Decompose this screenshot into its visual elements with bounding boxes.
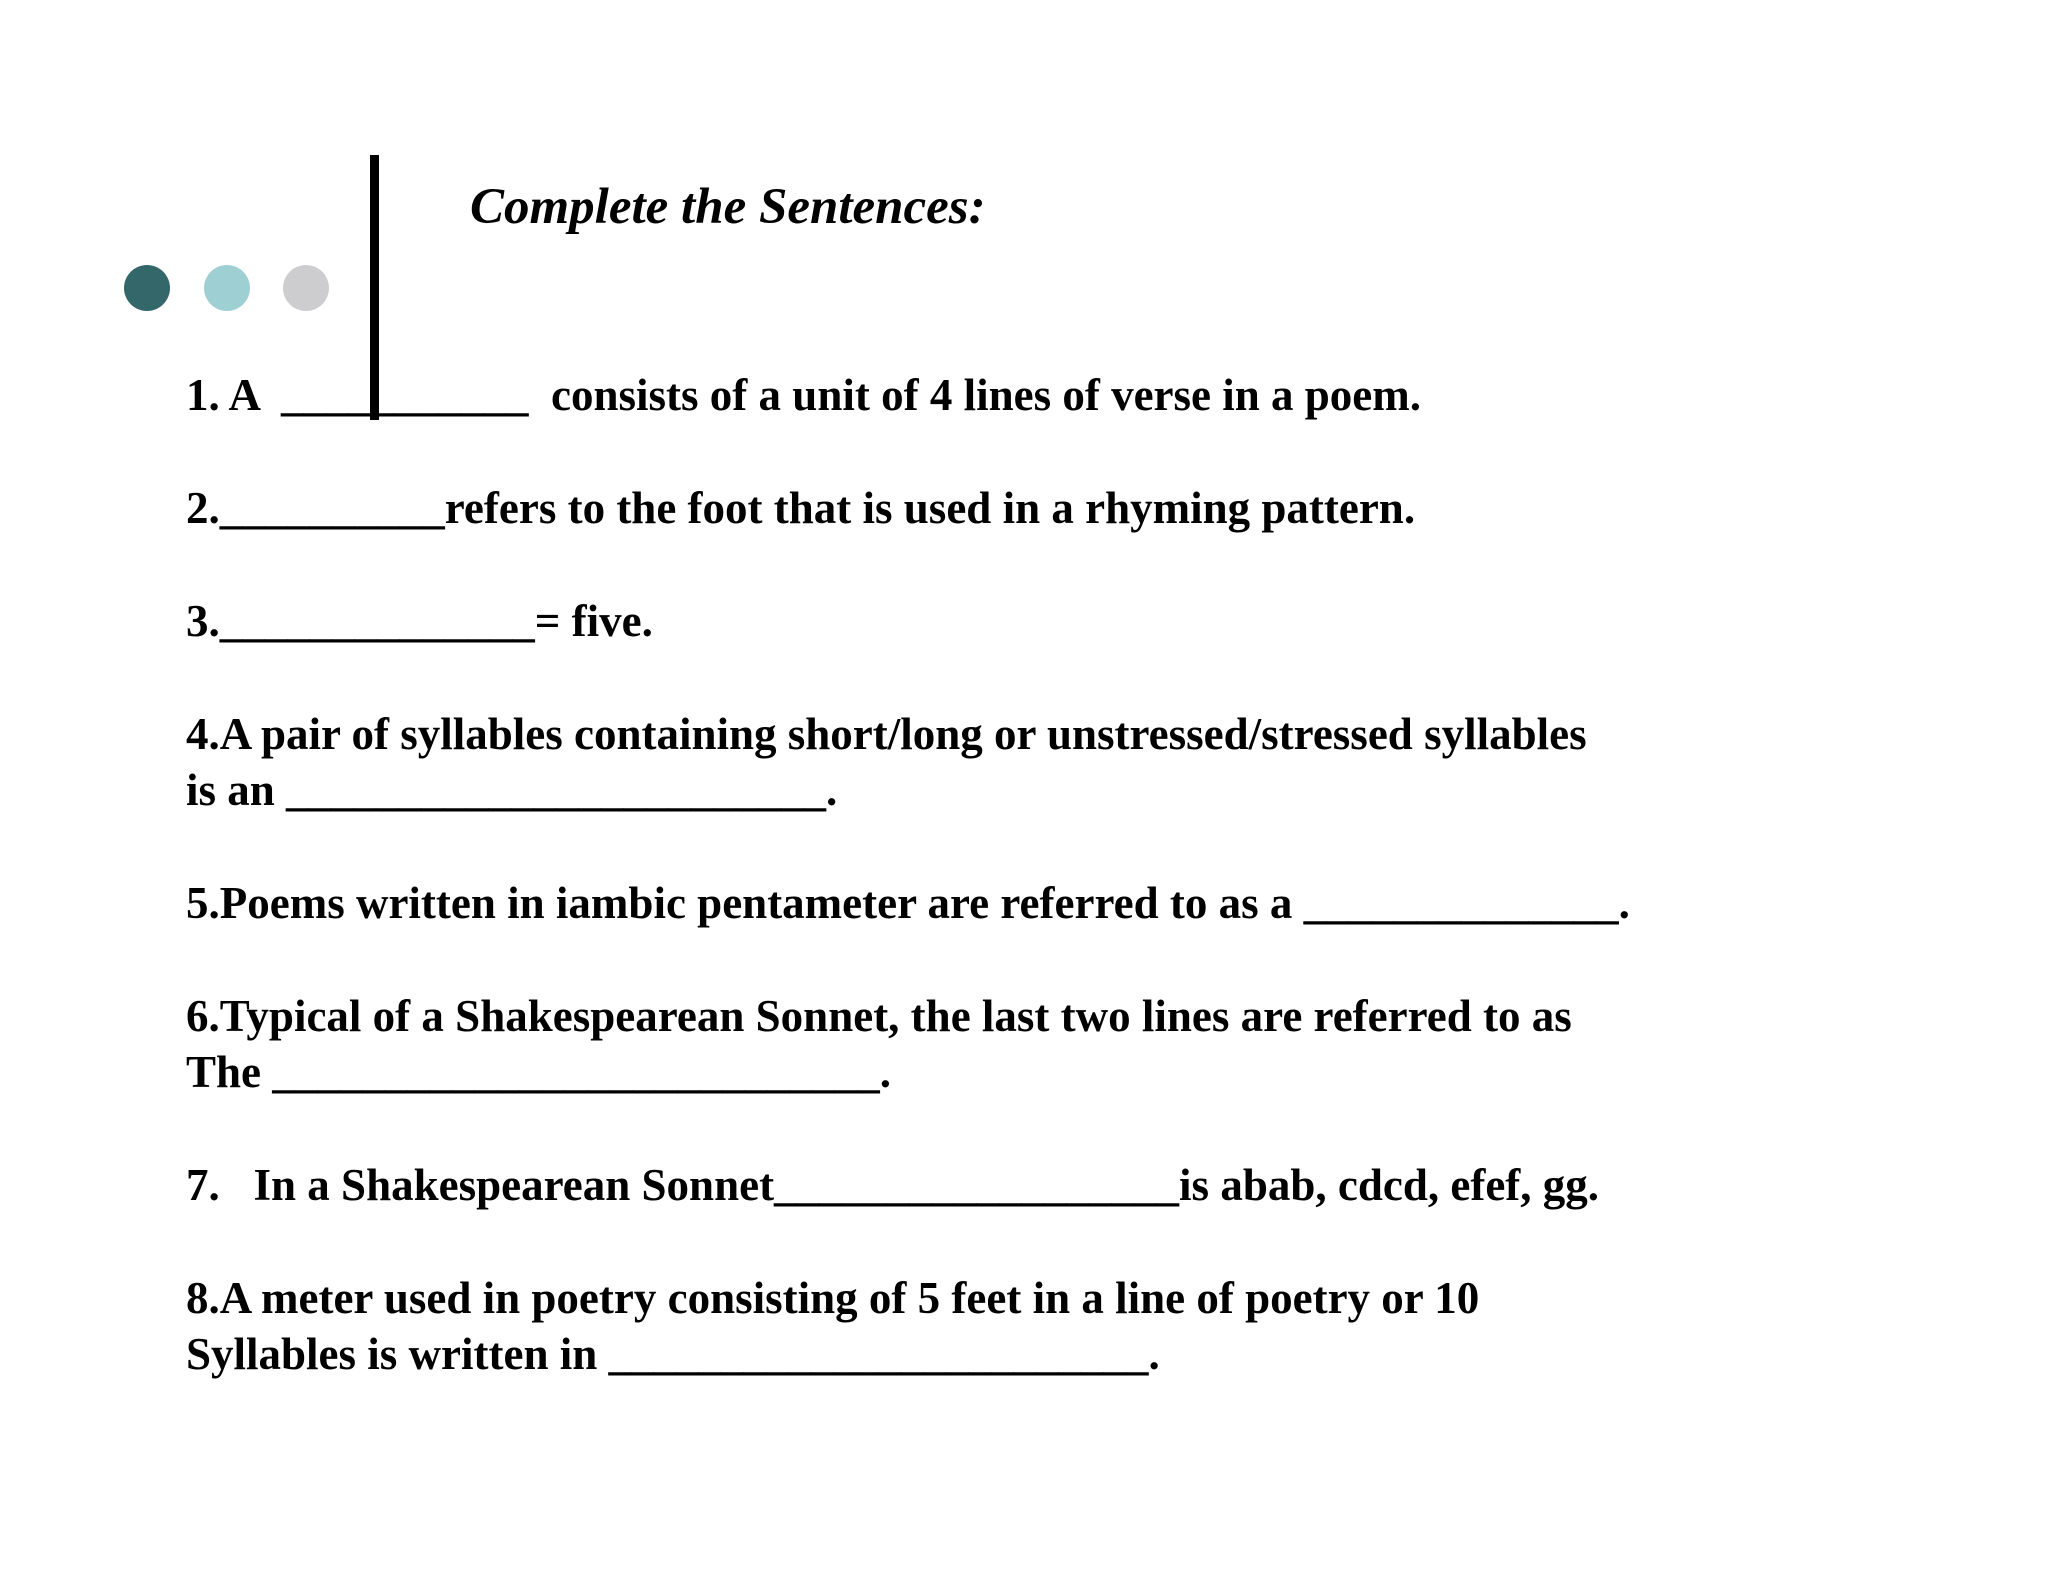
question-5-line-1: 5.Poems written in iambic pentameter are referred to as a ______________. (186, 878, 1630, 928)
question-4 (186, 706, 1587, 818)
question-4-line-1: 4.A pair of syllables containing short/long or unstressed/stressed syllables (186, 709, 1587, 759)
question-8-line-2: Syllables is written in ________________________. (186, 1329, 1160, 1379)
decorative-dot-teal (204, 265, 250, 311)
question-3 (186, 593, 653, 649)
page-title: Complete the Sentences: (470, 179, 986, 235)
question-3-line-1: 3.______________= five. (186, 596, 653, 646)
question-8 (186, 1270, 1479, 1382)
question-1 (186, 367, 1421, 423)
question-2-line-1: 2.__________refers to the foot that is used in a rhyming pattern. (186, 483, 1416, 533)
question-6-line-2: The ___________________________. (186, 1047, 892, 1097)
decorative-dot-dark (124, 265, 170, 311)
question-7-line-1: 7. In a Shakespearean Sonnet__________________is abab, cdcd, efef, gg. (186, 1160, 1600, 1210)
decorative-dot-gray (283, 265, 329, 311)
question-4-line-2: is an ________________________. (186, 765, 838, 815)
question-1-line-1: 1. A ___________ consists of a unit of 4 lines of verse in a poem. (186, 370, 1422, 420)
question-6-line-1: 6.Typical of a Shakespearean Sonnet, the last two lines are referred to as (186, 991, 1572, 1041)
question-5 (186, 875, 1630, 931)
question-2 (186, 480, 1415, 536)
question-6 (186, 988, 1572, 1100)
question-7 (186, 1157, 1599, 1213)
question-8-line-1: 8.A meter used in poetry consisting of 5 feet in a line of poetry or 10 (186, 1273, 1480, 1323)
